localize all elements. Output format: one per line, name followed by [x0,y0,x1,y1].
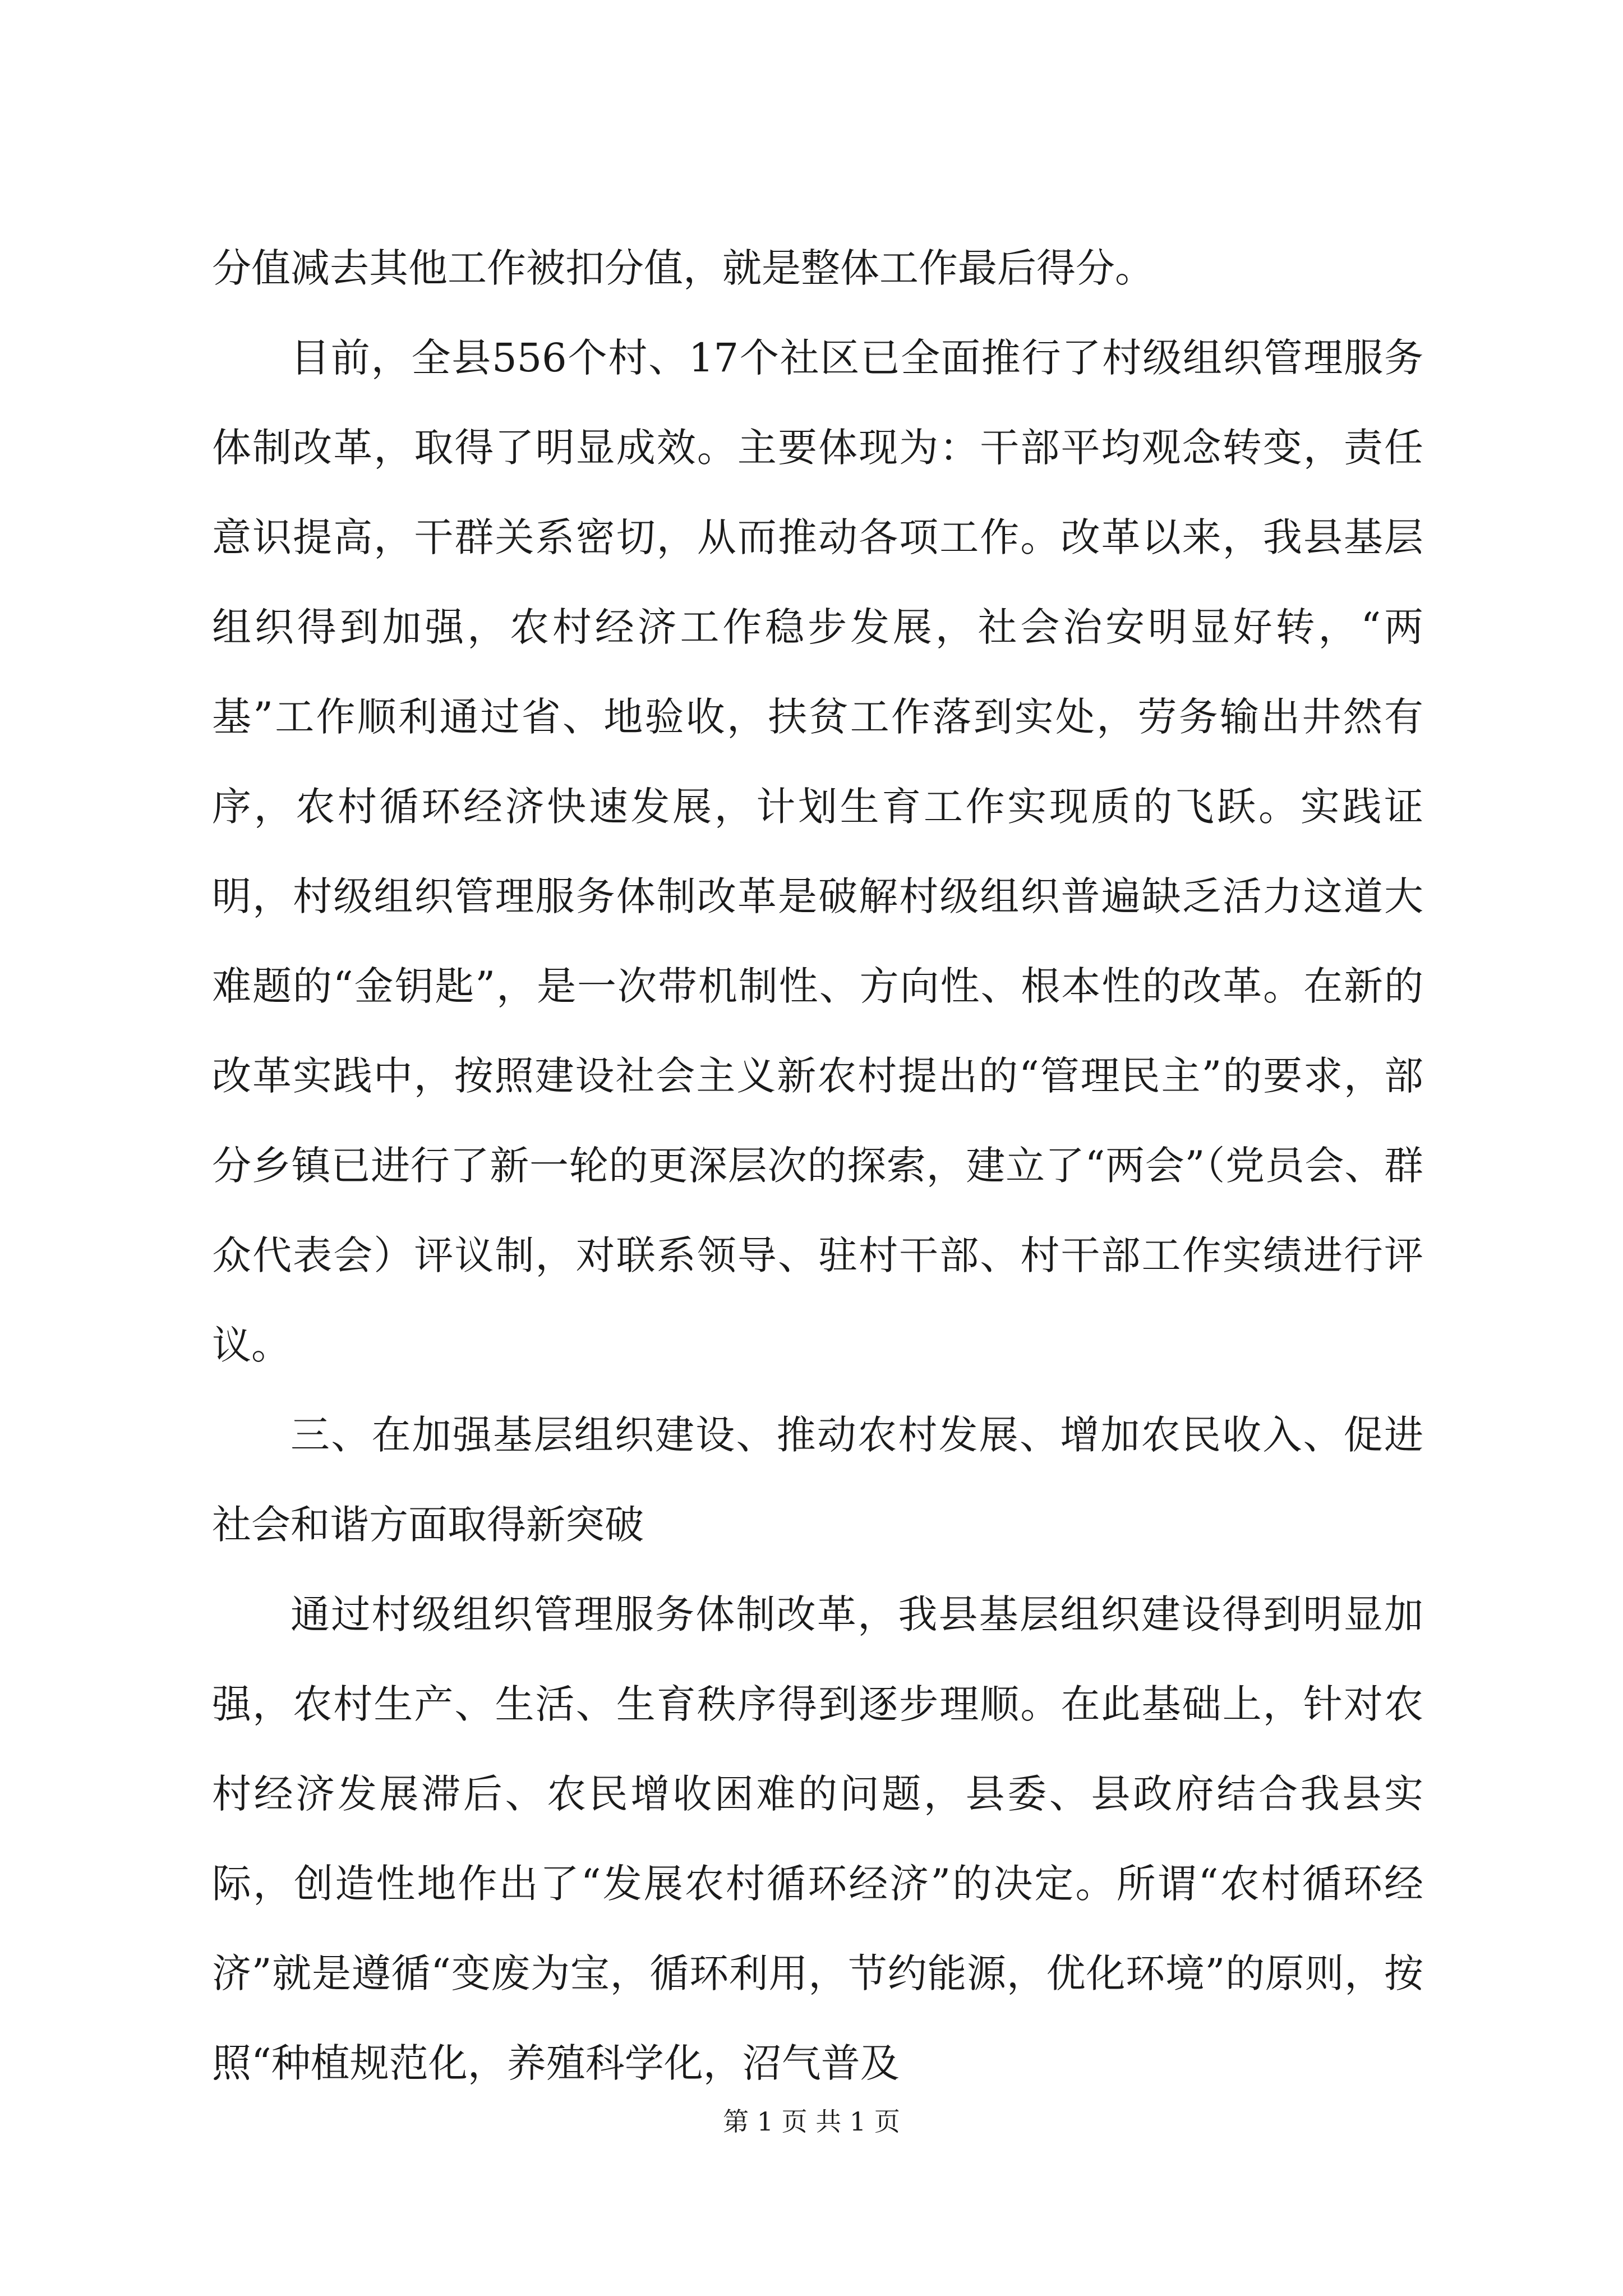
section-heading-3: 三、在加强基层组织建设、推动农村发展、增加农民收入、促进社会和谐方面取得新突破 [212,1412,1423,1548]
paragraph-continuation: 分值减去其他工作被扣分值，就是整体工作最后得分。 [212,245,1154,291]
document-body [212,223,1423,2108]
paragraph-reform-results: 目前，全县556个村、17个社区已全面推行了村级组织管理服务体制改革，取得了明显成效。主要体现为：干部平均观念转变，责任意识提高，干群关系密切，从而推动各项工作。改革以来，我县基层组织得到加强，农村经济工作稳步发展，社会治安明显好转，“两基”工作顺利通过省、地验收，扶贫工作落到实处，劳务输出井然有序，农村循环经济快速发展，计划生育工作实现质的飞跃。实践证明，村级组织管理服务体制改革是破解村级组织普遍缺乏活力这道大难题的“金钥匙”，是一次带机制性、方向性、根本性的改革。在新的改革实践中，按照建设社会主义新农村提出的“管理民主”的要求，部分乡镇已进行了新一轮的更深层次的探索，建立了“两会”（党员会、群众代表会）评议制，对联系领导、驻村干部、村干部工作实绩进行评议。 [212,335,1423,1368]
page-footer: 第 1 页 共 1 页 [723,2106,900,2137]
paragraph-circular-economy: 通过村级组织管理服务体制改革，我县基层组织建设得到明显加强，农村生产、生活、生育秩序得到逐步理顺。在此基础上，针对农村经济发展滞后、农民增收困难的问题，县委、县政府结合我县实际，创造性地作出了“发展农村循环经济”的决定。所谓“农村循环经济”就是遵循“变废为宝，循环利用，节约能源，优化环境”的原则，按照“种植规范化，养殖科学化，沼气普及 [212,1591,1423,2086]
